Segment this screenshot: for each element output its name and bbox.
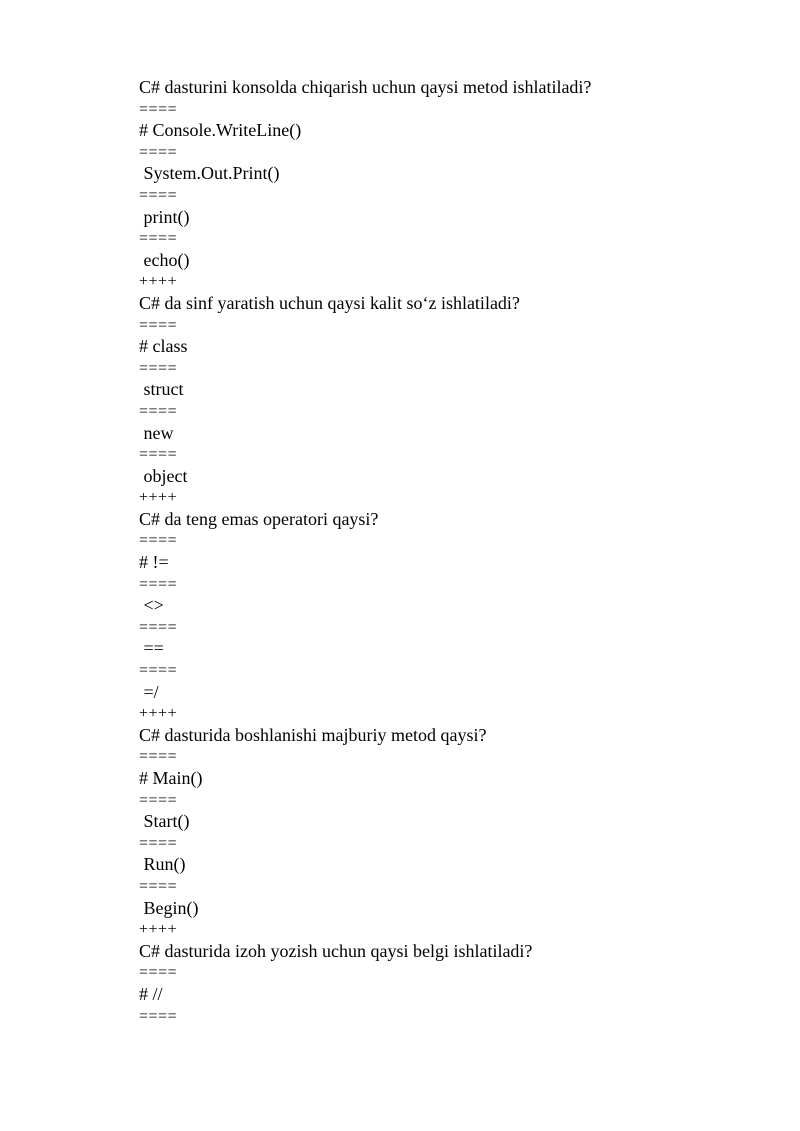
answer-option-line: Start() — [139, 811, 190, 832]
separator-line: ==== — [139, 662, 178, 680]
correct-answer-line: # != — [139, 552, 169, 573]
separator-line: ==== — [139, 186, 178, 204]
document-text-body — [139, 77, 739, 1027]
question-separator-line: ++++ — [139, 705, 178, 723]
question-line: C# dasturini konsolda chiqarish uchun qaysi metod ishlatiladi? — [139, 77, 592, 97]
answer-option-line: print() — [139, 206, 190, 227]
separator-line: ==== — [139, 359, 178, 377]
question-separator-line: ++++ — [139, 921, 178, 939]
answer-option-line: Begin() — [139, 897, 199, 918]
separator-line: ==== — [139, 791, 178, 809]
question-line: C# dasturida izoh yozish uchun qaysi belgi ishlatiladi? — [139, 940, 533, 961]
correct-answer-line: # Console.WriteLine() — [139, 120, 302, 141]
answer-option-line: <> — [139, 595, 164, 616]
separator-line: ==== — [139, 402, 178, 420]
answer-option-line: == — [139, 638, 164, 659]
question-separator-line: ++++ — [139, 273, 178, 291]
separator-line: ==== — [139, 532, 178, 550]
separator-line: ==== — [139, 1007, 178, 1025]
separator-line: ==== — [139, 834, 178, 852]
answer-option-line: new — [139, 422, 174, 443]
answer-option-line: struct — [139, 379, 184, 400]
correct-answer-line: # class — [139, 336, 188, 357]
separator-line: ==== — [139, 575, 178, 593]
separator-line: ==== — [139, 877, 178, 895]
separator-line: ==== — [139, 230, 178, 248]
separator-line: ==== — [139, 143, 178, 161]
answer-option-line: object — [139, 465, 188, 486]
answer-option-line: echo() — [139, 249, 190, 270]
question-line: C# dasturida boshlanishi majburiy metod qaysi? — [139, 724, 487, 745]
answer-option-line: System.Out.Print() — [139, 163, 280, 184]
separator-line: ==== — [139, 748, 178, 766]
question-line: C# da sinf yaratish uchun qaysi kalit so‘z ishlatiladi? — [139, 292, 520, 313]
question-line: C# da teng emas operatori qaysi? — [139, 508, 379, 529]
correct-answer-line: # // — [139, 983, 163, 1004]
separator-line: ==== — [139, 446, 178, 464]
correct-answer-line: # Main() — [139, 768, 203, 788]
answer-option-line: =/ — [139, 681, 159, 702]
question-separator-line: ++++ — [139, 489, 178, 507]
separator-line: ==== — [139, 964, 178, 982]
answer-option-line: Run() — [139, 854, 186, 875]
separator-line: ==== — [139, 100, 178, 118]
separator-line: ==== — [139, 316, 178, 334]
separator-line: ==== — [139, 618, 178, 636]
